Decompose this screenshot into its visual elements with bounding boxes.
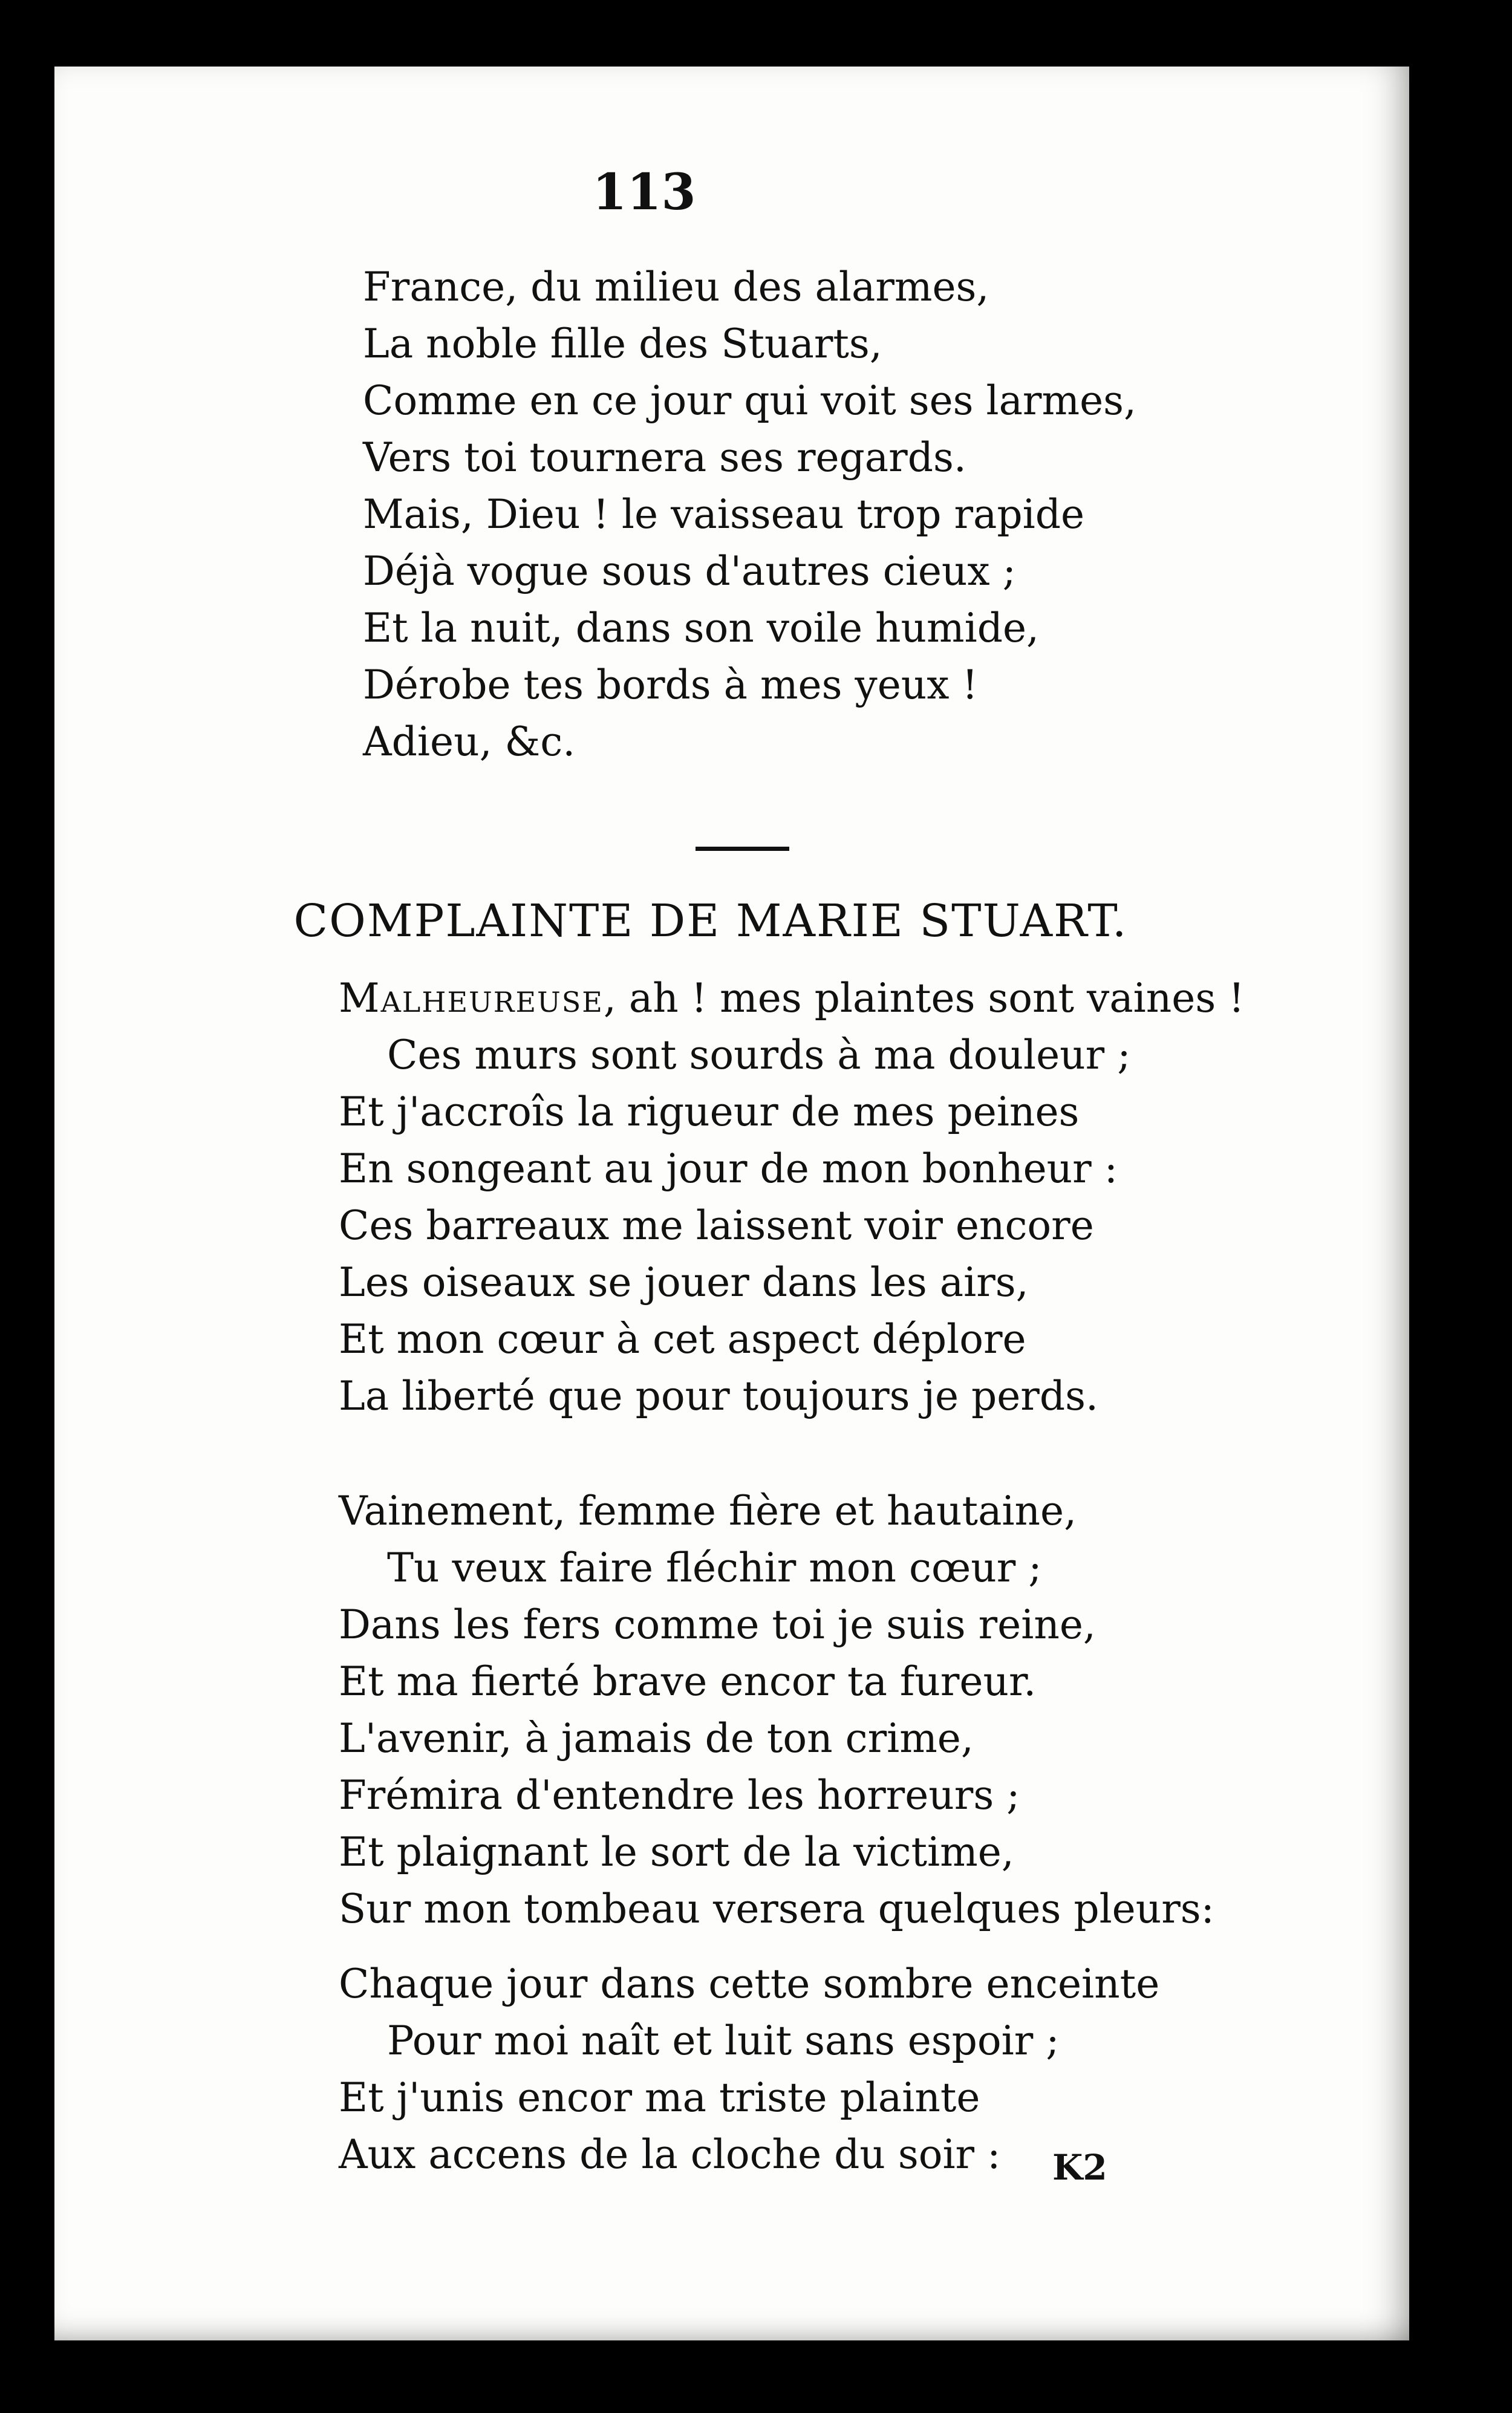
verse-line: Chaque jour dans cette sombre enceinte [339,1961,1160,2007]
verse-line: Déjà vogue sous d'autres cieux ; [363,548,1016,594]
poem-title: COMPLAINTE DE MARIE STUART. [293,895,1128,947]
stanza-1 [363,259,1136,770]
verse-line: Et plaignant le sort de la victime, [339,1829,1014,1875]
verse-line: Vainement, femme fière et hautaine, [339,1488,1077,1534]
verse-line: Vers toi tournera ses regards. [363,434,966,481]
verse-line: Frémira d'entendre les horreurs ; [339,1772,1020,1819]
verse-line: France, du milieu des alarmes, [363,264,989,310]
verse-line: Les oiseaux se jouer dans les airs, [339,1259,1029,1306]
verse-line: Et mon cœur à cet aspect déplore [339,1316,1026,1363]
verse-line: Tu veux faire fléchir mon cœur ; [387,1545,1042,1591]
verse-line: Et j'unis encor ma triste plainte [339,2074,980,2121]
signature-mark: K2 [1052,2147,1107,2188]
opening-word: Malheureuse [339,975,604,1021]
verse-line: Et ma fierté brave encor ta fureur. [339,1658,1037,1705]
verse-line: Dérobe tes bords à mes yeux ! [363,662,979,708]
verse-line: L'avenir, à jamais de ton crime, [339,1715,974,1762]
verse-line-first [339,970,1245,1027]
stanza-4 [339,1956,1159,2183]
stanza-2 [339,970,1245,1425]
verse-line: Dans les fers comme toi je suis reine, [339,1601,1096,1648]
verse-line: Mais, Dieu ! le vaisseau trop rapide [363,491,1085,538]
opening-line-rest: , ah ! mes plaintes sont vaines ! [603,975,1245,1021]
verse-line: Comme en ce jour qui voit ses larmes, [363,377,1136,424]
verse-line: Pour moi naît et luit sans espoir ; [387,2017,1060,2064]
stanza-3 [339,1483,1214,1938]
verse-line: Et j'accroîs la rigueur de mes peines [339,1089,1080,1135]
verse-line: Ces murs sont sourds à ma douleur ; [387,1032,1131,1078]
verse-line: Ces barreaux me laissent voir encore [339,1202,1094,1249]
verse-line: Et la nuit, dans son voile humide, [363,605,1040,651]
verse-line: Sur mon tombeau versera quelques pleurs: [339,1886,1214,1932]
page-number: 113 [592,163,696,221]
verse-line: Adieu, &c. [363,718,576,765]
verse-line: La liberté que pour toujours je perds. [339,1373,1098,1419]
verse-line: En songeant au jour de mon bonheur : [339,1145,1118,1192]
verse-line: Aux accens de la cloche du soir : [339,2131,1001,2178]
verse-line: La noble fille des Stuarts, [363,321,882,367]
section-divider [696,847,789,851]
book-page [54,67,1409,2340]
